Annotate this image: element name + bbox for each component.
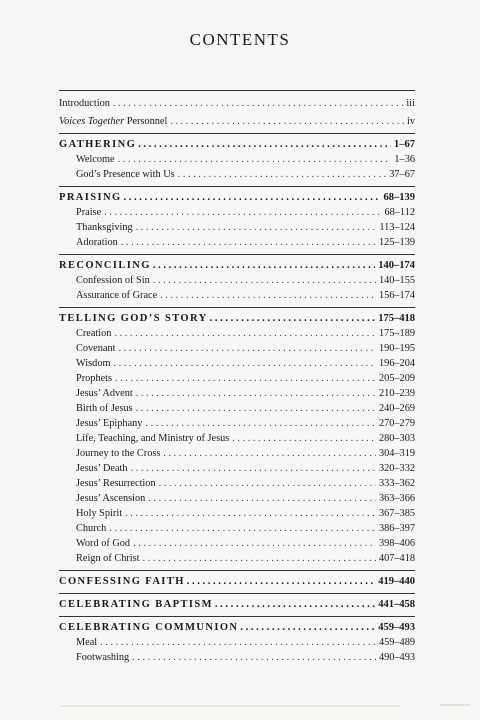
toc-section-title: CONFESSING FAITH: [59, 576, 185, 587]
toc-section: [59, 571, 415, 593]
toc-section: [59, 187, 415, 254]
dot-leader: [170, 114, 404, 129]
toc-section-title: TELLING GOD’S STORY: [59, 313, 208, 324]
toc-section-pages: 140–174: [378, 260, 415, 271]
toc-section-title: PRAISING: [59, 192, 122, 203]
toc-entry-page: 210–239: [378, 388, 415, 399]
toc-entry[interactable]: [59, 416, 415, 431]
toc-section: [59, 617, 415, 669]
toc-section-pages: 441–458: [378, 599, 415, 610]
toc-entry-label: Confession of Sin: [76, 275, 150, 286]
toc-section-title: CELEBRATING COMMUNION: [59, 622, 239, 633]
toc-entry-page: 333–362: [378, 478, 415, 489]
toc-entry[interactable]: [59, 551, 415, 566]
toc-entry-page: 459–489: [378, 637, 415, 648]
dot-leader: [113, 356, 375, 371]
toc-entry-page: 140–155: [378, 275, 415, 286]
toc-entry-label: Holy Spirit: [76, 508, 123, 519]
front-matter: [59, 91, 415, 128]
toc-entry-page: 113–124: [379, 222, 415, 233]
toc-entry[interactable]: [59, 635, 415, 650]
toc-entry[interactable]: [59, 273, 415, 288]
toc-entry-page: iii: [406, 98, 415, 109]
dot-leader: [159, 476, 376, 491]
toc-entry-label: Adoration: [76, 237, 118, 248]
dot-leader: [124, 190, 381, 205]
dot-leader: [113, 96, 404, 111]
bottom-edge-marks: [0, 704, 480, 708]
toc-entry-label: Footwashing: [76, 652, 130, 663]
toc-section: [59, 594, 415, 616]
toc-section-heading[interactable]: [59, 311, 415, 326]
dot-leader: [104, 205, 381, 220]
toc-entry-label: Covenant: [76, 343, 116, 354]
dot-leader: [125, 506, 376, 521]
dot-leader: [160, 288, 376, 303]
toc-section-title: RECONCILING: [59, 260, 151, 271]
toc-entry-label: Creation: [76, 328, 112, 339]
toc-entry[interactable]: [59, 446, 415, 461]
toc-entry-page: 363–366: [378, 493, 415, 504]
dot-leader: [163, 446, 376, 461]
dot-leader: [215, 597, 375, 612]
toc-entry-label: Introduction: [59, 98, 110, 109]
toc-entry-page: 490–493: [378, 652, 415, 663]
toc-section-pages: 419–440: [378, 576, 415, 587]
toc-entry-personnel[interactable]: [59, 114, 415, 128]
toc-entry-label: Jesus’ Epiphany: [76, 418, 143, 429]
toc-section: [59, 308, 415, 570]
dot-leader: [187, 574, 375, 589]
toc-entry[interactable]: [59, 401, 415, 416]
toc-entry[interactable]: [59, 386, 415, 401]
toc-section-heading[interactable]: [59, 620, 415, 635]
dot-leader: [109, 521, 376, 536]
toc-entry-page: 37–67: [389, 169, 415, 180]
toc-section-title: CELEBRATING BAPTISM: [59, 599, 213, 610]
toc-entry-page: 280–303: [378, 433, 415, 444]
toc-entry-label-italic: Voices Together: [59, 116, 125, 127]
dot-leader: [115, 371, 376, 386]
toc-entry-label: Jesus’ Death: [76, 463, 128, 474]
dot-leader: [133, 536, 376, 551]
toc-entry-label: Journey to the Cross: [76, 448, 161, 459]
toc-entry-label: Prophets: [76, 373, 113, 384]
toc-entry[interactable]: [59, 341, 415, 356]
toc-entry-page: 407–418: [378, 553, 415, 564]
dot-leader: [232, 431, 376, 446]
toc-entry[interactable]: [59, 371, 415, 386]
toc-entry-label: Meal: [76, 637, 98, 648]
dot-leader: [136, 401, 376, 416]
toc-entry-label: Jesus’ Resurrection: [76, 478, 156, 489]
toc-entry-label: Praise: [76, 207, 102, 218]
dot-leader: [118, 341, 375, 356]
toc-entry-page: 190–195: [378, 343, 415, 354]
toc-entry-label: Reign of Christ: [76, 553, 140, 564]
toc-entry[interactable]: [59, 235, 415, 250]
dot-leader: [100, 635, 376, 650]
toc-entry[interactable]: [59, 326, 415, 341]
dot-leader: [153, 273, 376, 288]
page-title: CONTENTS: [189, 30, 291, 49]
toc-entry-page: 205–209: [378, 373, 415, 384]
toc-entry[interactable]: [59, 461, 415, 476]
table-of-contents: [59, 90, 415, 669]
toc-entry[interactable]: [59, 356, 415, 371]
toc-entry-label: Jesus’ Advent: [76, 388, 133, 399]
dot-leader: [210, 311, 376, 326]
toc-entry[interactable]: [59, 491, 415, 506]
toc-entry-page: 367–385: [378, 508, 415, 519]
toc-entry-page: 386–397: [378, 523, 415, 534]
toc-entry-label: Birth of Jesus: [76, 403, 133, 414]
toc-entry-page: 68–112: [384, 207, 415, 218]
toc-entry-page: iv: [406, 116, 415, 127]
toc-entry[interactable]: [59, 288, 415, 303]
dot-leader: [132, 650, 376, 665]
toc-entry-label-rest: Personnel: [124, 116, 168, 127]
toc-entry-label: God’s Presence with Us: [76, 169, 175, 180]
toc-entry[interactable]: [59, 152, 415, 167]
dot-leader: [178, 167, 387, 182]
toc-entry-page: 156–174: [378, 290, 415, 301]
toc-section: [59, 255, 415, 307]
toc-entry[interactable]: [59, 431, 415, 446]
toc-entry[interactable]: [59, 220, 415, 235]
toc-section: [59, 134, 415, 186]
toc-entry-page: 304–319: [378, 448, 415, 459]
toc-section-heading[interactable]: [59, 597, 415, 612]
toc-entry[interactable]: [59, 536, 415, 551]
toc-section-heading[interactable]: [59, 258, 415, 273]
toc-entry-label: Jesus’ Ascension: [76, 493, 146, 504]
toc-entry[interactable]: [59, 650, 415, 665]
toc-section-pages: 175–418: [378, 313, 415, 324]
toc-section-pages: 1–67: [394, 139, 415, 150]
toc-entry-label: Thanksgiving: [76, 222, 133, 233]
dot-leader: [121, 235, 376, 250]
toc-entry-page: 320–332: [378, 463, 415, 474]
toc-entry-introduction[interactable]: [59, 96, 415, 110]
toc-entry-page: 1–36: [394, 154, 415, 165]
dot-leader: [136, 220, 377, 235]
toc-section-heading[interactable]: [59, 137, 415, 152]
dot-leader: [240, 620, 375, 635]
toc-entry[interactable]: [59, 167, 415, 182]
dot-leader: [153, 258, 375, 273]
dot-leader: [131, 461, 376, 476]
toc-entry-page: 270–279: [378, 418, 415, 429]
toc-entry-page: 398–406: [378, 538, 415, 549]
dot-leader: [148, 491, 376, 506]
toc-entry-page: 196–204: [378, 358, 415, 369]
toc-section-pages: 459–493: [378, 622, 415, 633]
toc-entry-page: 125–139: [378, 237, 415, 248]
dot-leader: [136, 386, 376, 401]
dot-leader: [145, 416, 376, 431]
toc-entry[interactable]: [59, 506, 415, 521]
dot-leader: [114, 326, 375, 341]
toc-section-heading[interactable]: [59, 190, 415, 205]
toc-entry-page: 240–269: [378, 403, 415, 414]
toc-entry[interactable]: [59, 476, 415, 491]
toc-entry-label: Welcome: [76, 154, 115, 165]
toc-section-title: GATHERING: [59, 139, 137, 150]
toc-entry[interactable]: [59, 521, 415, 536]
dot-leader: [118, 152, 392, 167]
toc-entry-label: Life, Teaching, and Ministry of Jesus: [76, 433, 230, 444]
toc-entry-label: Wisdom: [76, 358, 111, 369]
toc-entry-label: Church: [76, 523, 107, 534]
toc-entry-label: Word of God: [76, 538, 131, 549]
dot-leader: [143, 551, 376, 566]
toc-entry-label: [59, 114, 167, 129]
toc-section-pages: 68–139: [383, 192, 415, 203]
toc-entry-label: Assurance of Grace: [76, 290, 158, 301]
toc-entry-page: 175–189: [378, 328, 415, 339]
toc-entry[interactable]: [59, 205, 415, 220]
toc-sections: [59, 133, 415, 669]
toc-section-heading[interactable]: [59, 574, 415, 589]
dot-leader: [138, 137, 391, 152]
